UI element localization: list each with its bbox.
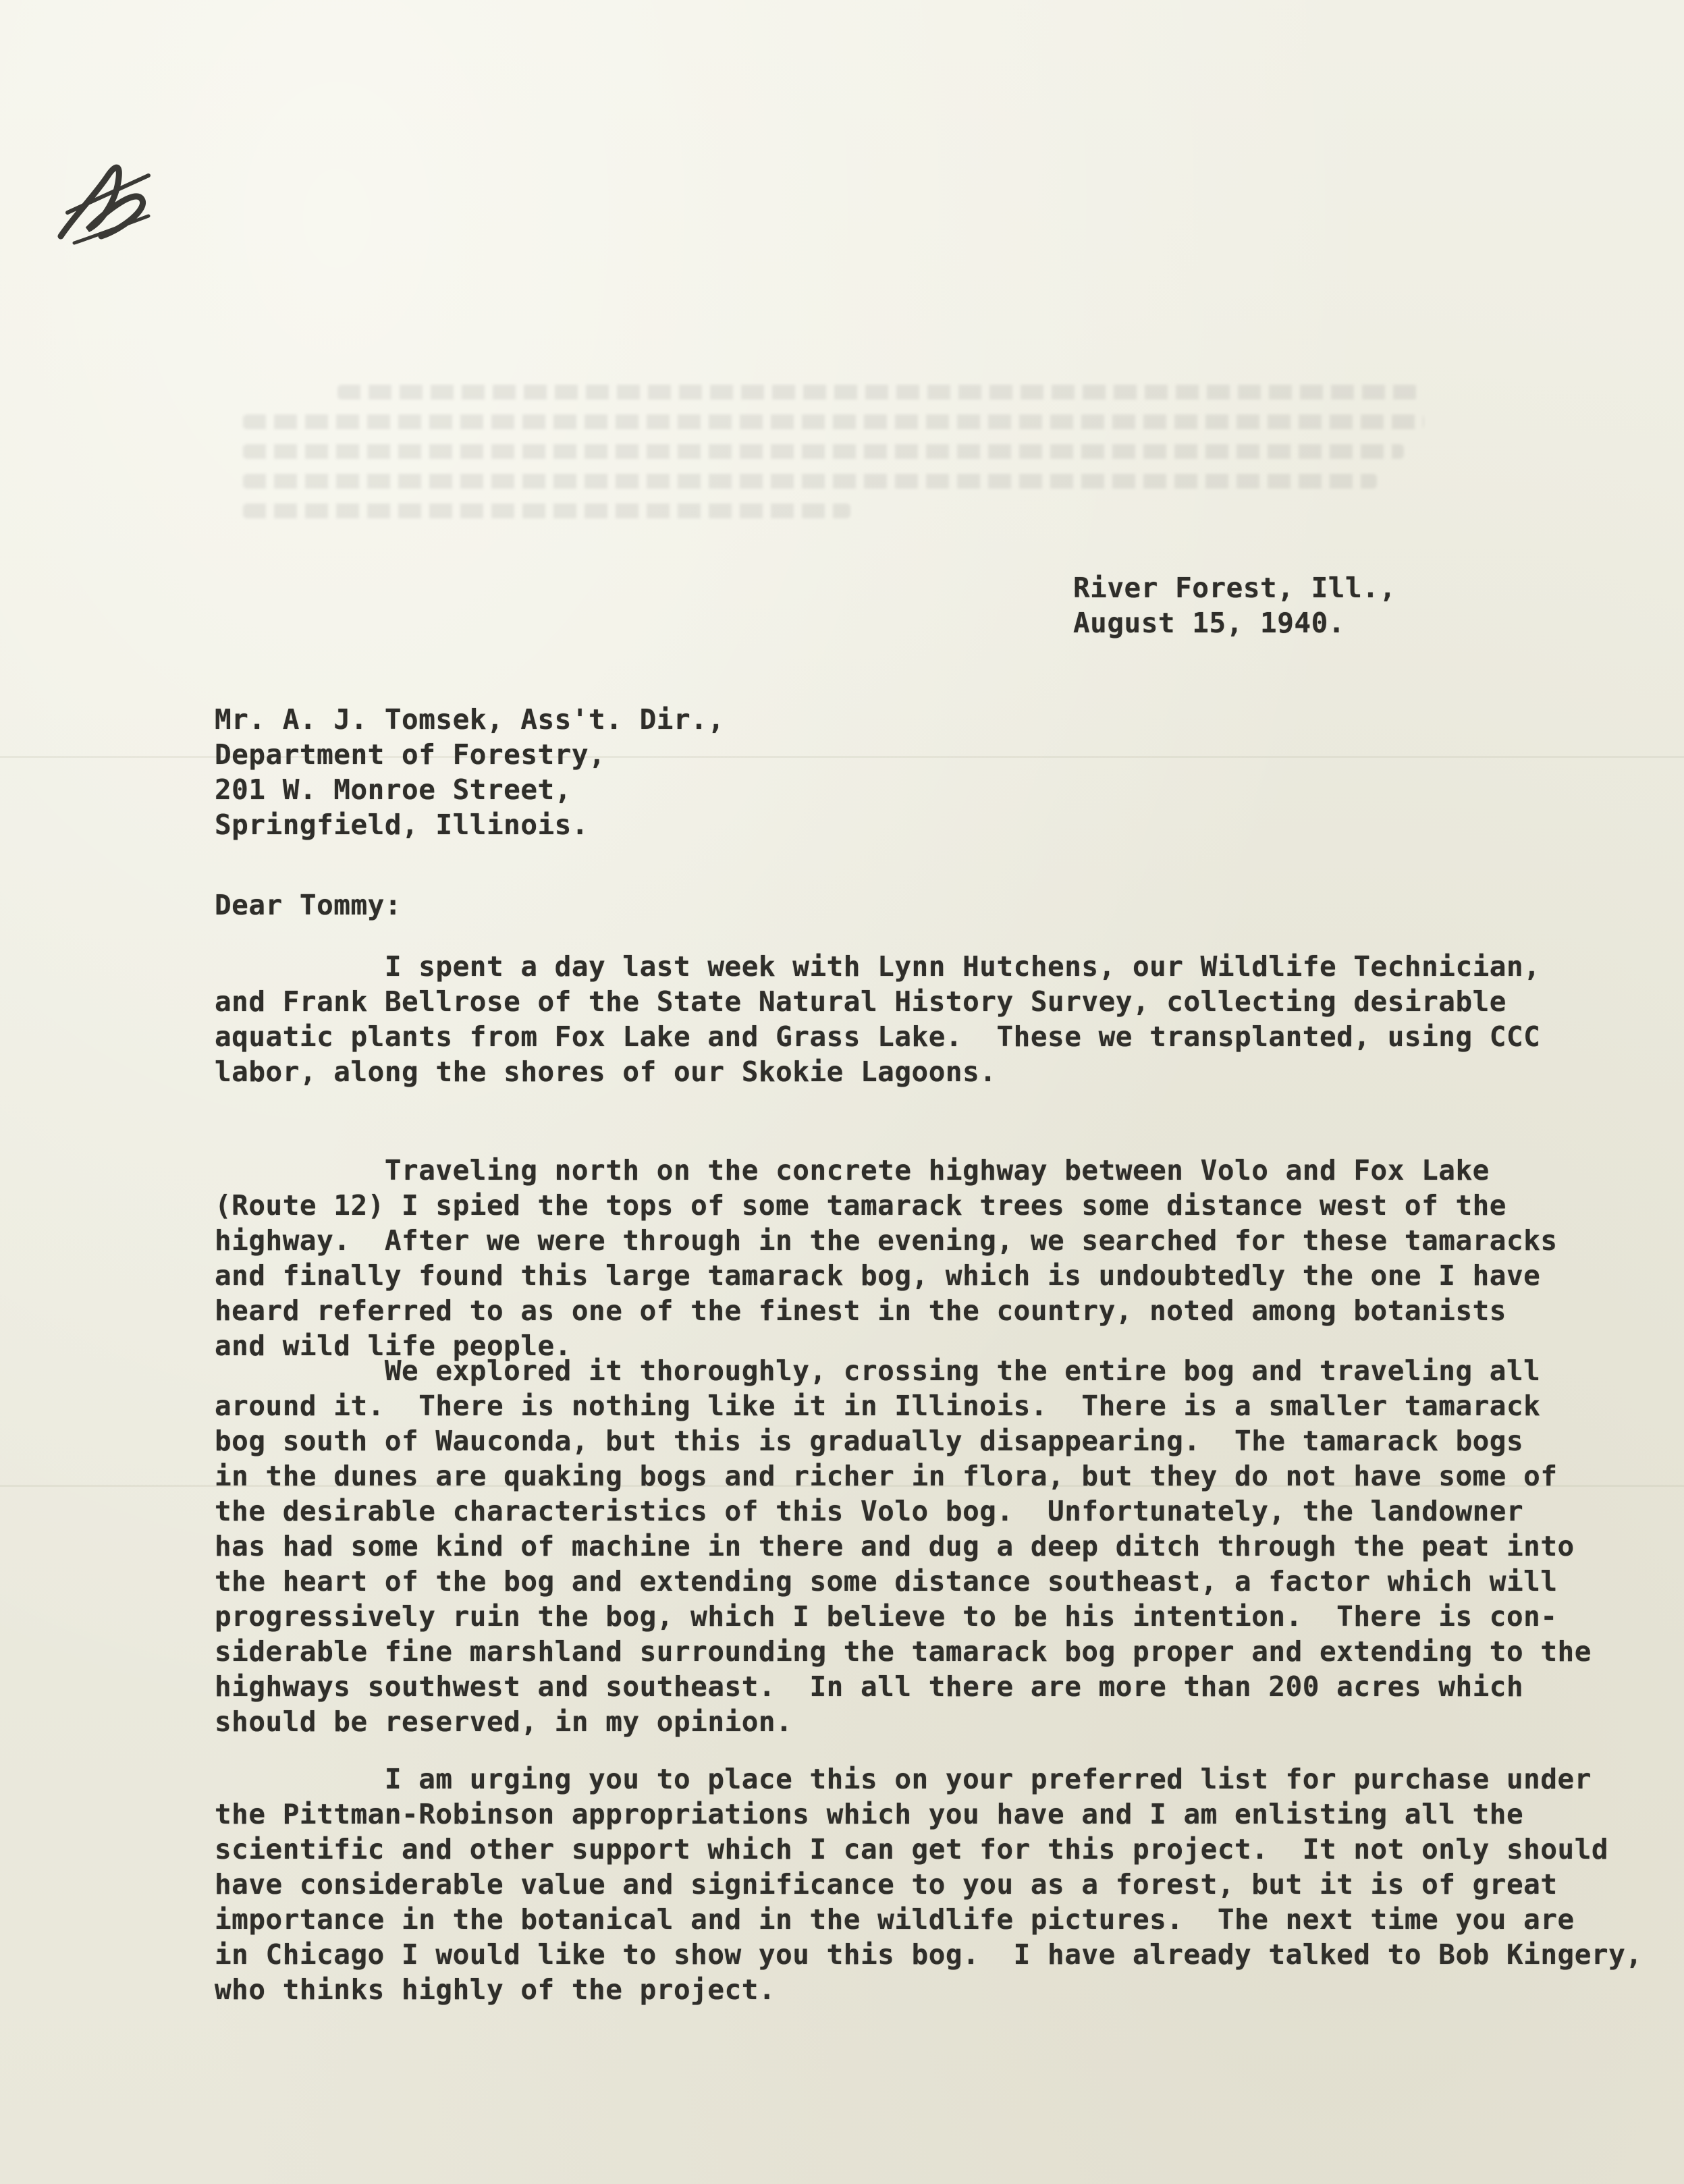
- body-line: and Frank Bellrose of the State Natural History Survey, collecting desirable: [215, 985, 1506, 1018]
- recipient-line: Department of Forestry,: [215, 738, 606, 771]
- dateline: [1073, 570, 1396, 640]
- body-line: I am urging you to place this on your preferred list for purchase under: [215, 1763, 1592, 1795]
- recipient-line: Springfield, Illinois.: [215, 809, 589, 841]
- body-line: the heart of the bog and extending some distance southeast, a factor which will: [215, 1565, 1558, 1598]
- dateline-date: August 15, 1940.: [1073, 607, 1345, 639]
- body-line: has had some kind of machine in there and dug a deep ditch through the peat into: [215, 1530, 1575, 1562]
- recipient-address: [215, 702, 725, 842]
- body-line: and wild life people.: [215, 1330, 572, 1362]
- body-line: scientific and other support which I can get for this project. It not only should: [215, 1833, 1609, 1865]
- dateline-place: River Forest, Ill.,: [1073, 572, 1396, 604]
- body-line: the desirable characteristics of this Volo bog. Unfortunately, the landowner: [215, 1495, 1524, 1527]
- body-line: should be reserved, in my opinion.: [215, 1705, 793, 1738]
- recipient-line: Mr. A. J. Tomsek, Ass't. Dir.,: [215, 703, 725, 736]
- paragraph-2: [215, 1153, 1558, 1363]
- body-line: progressively ruin the bog, which I believe to be his intention. There is con-: [215, 1600, 1558, 1633]
- body-line: We explored it thoroughly, crossing the entire bog and traveling all: [215, 1355, 1541, 1387]
- body-line: in the dunes are quaking bogs and richer in flora, but they do not have some of: [215, 1460, 1558, 1492]
- paragraph-3: [215, 1353, 1592, 1739]
- handwritten-initial-mark: [47, 135, 155, 256]
- body-line: have considerable value and significance to you as a forest, but it is of great: [215, 1868, 1558, 1901]
- body-line: aquatic plants from Fox Lake and Grass Lake. These we transplanted, using CCC: [215, 1020, 1541, 1053]
- body-line: heard referred to as one of the finest in the country, noted among botanists: [215, 1294, 1506, 1327]
- body-line: (Route 12) I spied the tops of some tamarack trees some distance west of the: [215, 1189, 1506, 1222]
- body-line: importance in the botanical and in the wildlife pictures. The next time you are: [215, 1903, 1575, 1936]
- body-line: and finally found this large tamarack bog, which is undoubtedly the one I have: [215, 1259, 1541, 1292]
- body-line: Traveling north on the concrete highway between Volo and Fox Lake: [215, 1154, 1490, 1186]
- paragraph-1: [215, 949, 1540, 1089]
- salutation: Dear Tommy:: [215, 889, 402, 921]
- recipient-line: 201 W. Monroe Street,: [215, 773, 572, 806]
- body-line: highway. After we were through in the evening, we searched for these tamaracks: [215, 1224, 1558, 1257]
- body-line: I spent a day last week with Lynn Hutchens, our Wildlife Technician,: [215, 950, 1541, 983]
- body-line: in Chicago I would like to show you this bog. I have already talked to Bob Kingery,: [215, 1938, 1643, 1971]
- body-line: siderable fine marshland surrounding the tamarack bog proper and extending to the: [215, 1635, 1592, 1668]
- body-line: highways southwest and southeast. In all there are more than 200 acres which: [215, 1670, 1524, 1703]
- body-line: the Pittman-Robinson appropriations which you have and I am enlisting all the: [215, 1798, 1524, 1830]
- body-line: around it. There is nothing like it in Illinois. There is a smaller tamarack: [215, 1390, 1541, 1422]
- body-line: labor, along the shores of our Skokie Lagoons.: [215, 1056, 997, 1088]
- bleed-through-text: [243, 385, 1512, 533]
- body-line: who thinks highly of the project.: [215, 1973, 776, 2006]
- body-line: bog south of Wauconda, but this is gradually disappearing. The tamarack bogs: [215, 1425, 1524, 1457]
- paragraph-4: [215, 1762, 1642, 2007]
